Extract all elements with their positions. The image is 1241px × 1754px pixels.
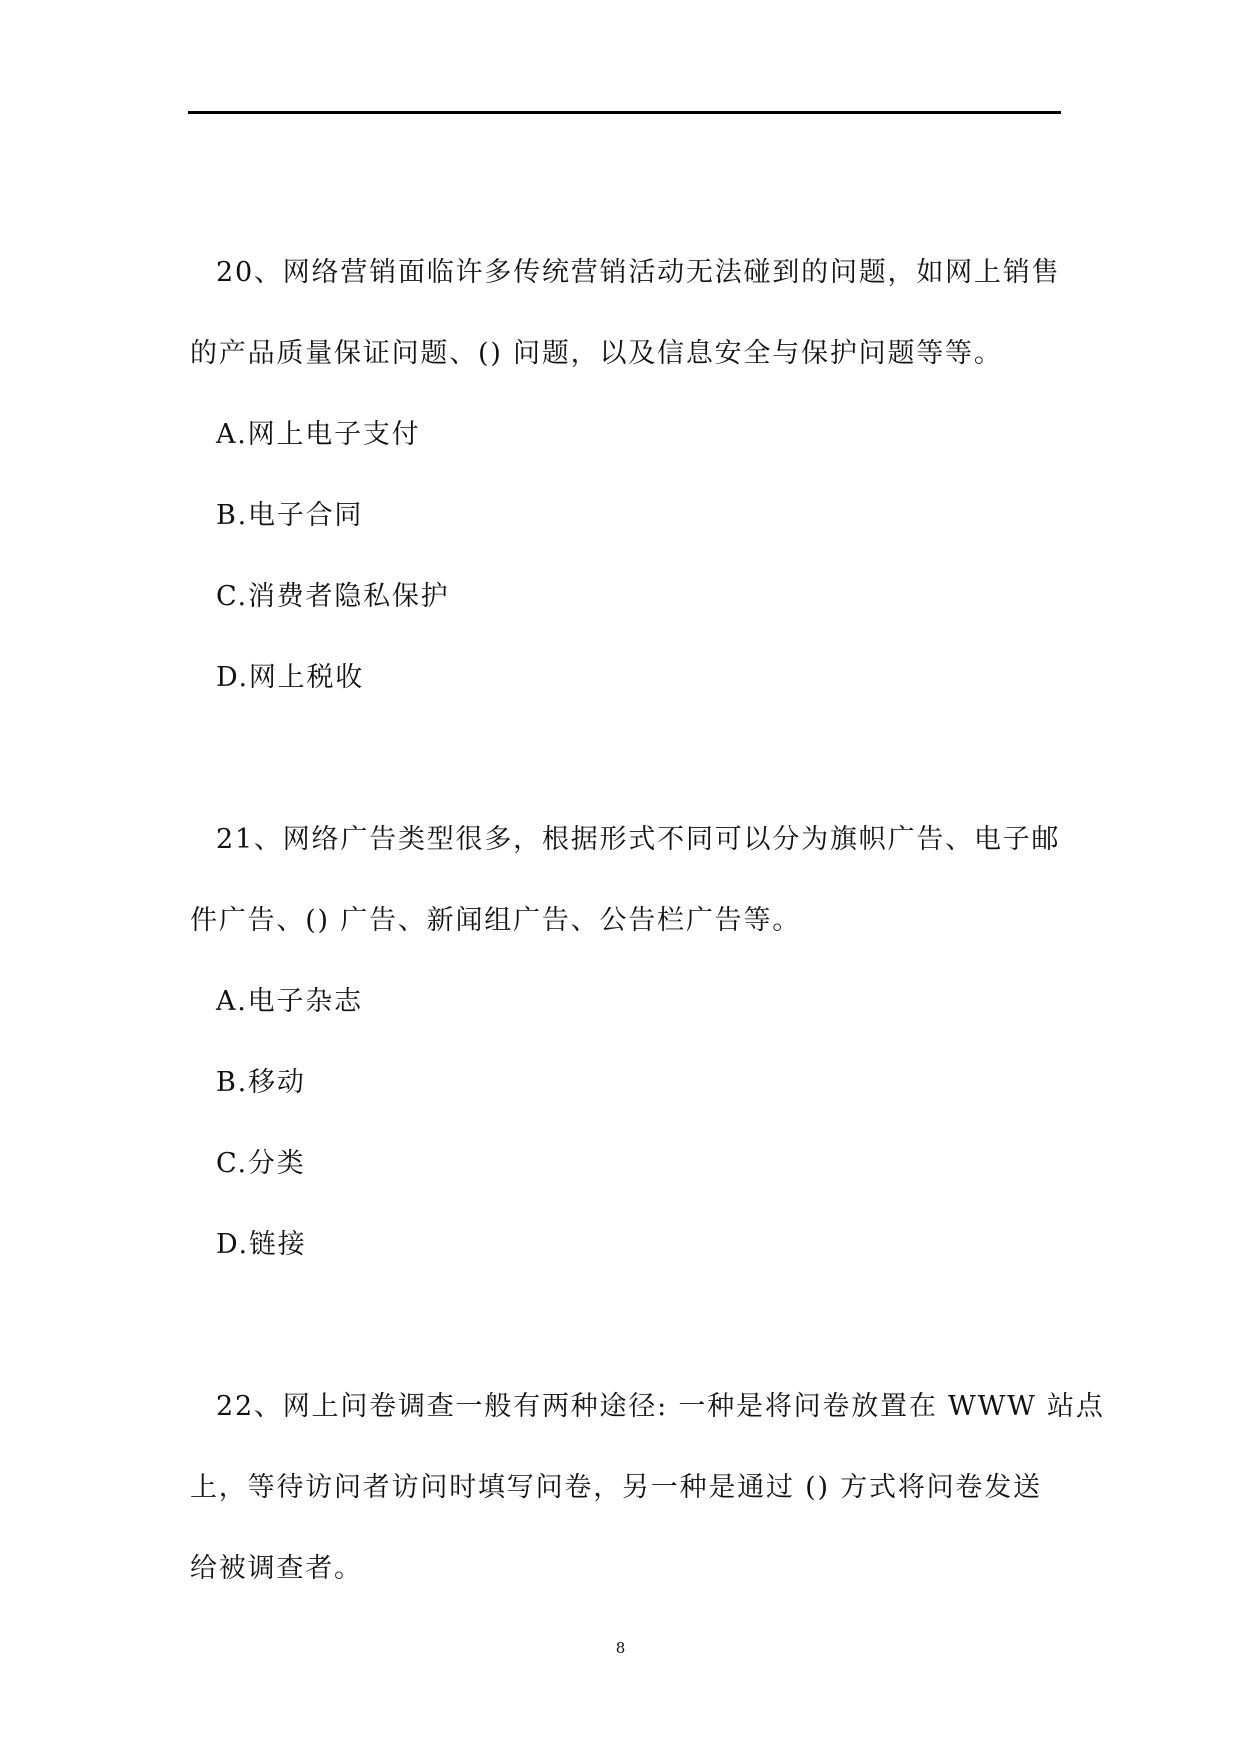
question-21-option-c: C.分类 (216, 1148, 306, 1179)
question-21-option-a: A.电子杂志 (216, 986, 363, 1017)
question-21-option-d: D.链接 (216, 1229, 307, 1260)
question-20-option-a: A.网上电子支付 (216, 419, 421, 450)
question-20-option-c: C.消费者隐私保护 (216, 581, 450, 612)
question-22-stem-line-3: 给被调查者。 (190, 1553, 363, 1584)
question-20-stem-line-1: 20、网络营销面临许多传统营销活动无法碰到的问题，如网上销售 (216, 257, 1061, 288)
question-21-option-b: B.移动 (216, 1067, 306, 1098)
question-22-stem-line-2: 上，等待访问者访问时填写问卷，另一种是通过 () 方式将问卷发送 (190, 1472, 1042, 1503)
question-20-option-d: D.网上税收 (216, 662, 365, 693)
question-22-stem-line-1: 22、网上问卷调查一般有两种途径: 一种是将问卷放置在 WWW 站点 (216, 1391, 1105, 1422)
header-rule (188, 111, 1061, 114)
question-21-stem-line-1: 21、网络广告类型很多，根据形式不同可以分为旗帜广告、电子邮 (216, 824, 1061, 855)
page-number: 8 (615, 1639, 626, 1657)
question-21-stem-line-2: 件广告、() 广告、新闻组广告、公告栏广告等。 (190, 905, 802, 936)
question-20-option-b: B.电子合同 (216, 500, 364, 531)
question-20-stem-line-2: 的产品质量保证问题、() 问题，以及信息安全与保护问题等等。 (190, 338, 1003, 369)
